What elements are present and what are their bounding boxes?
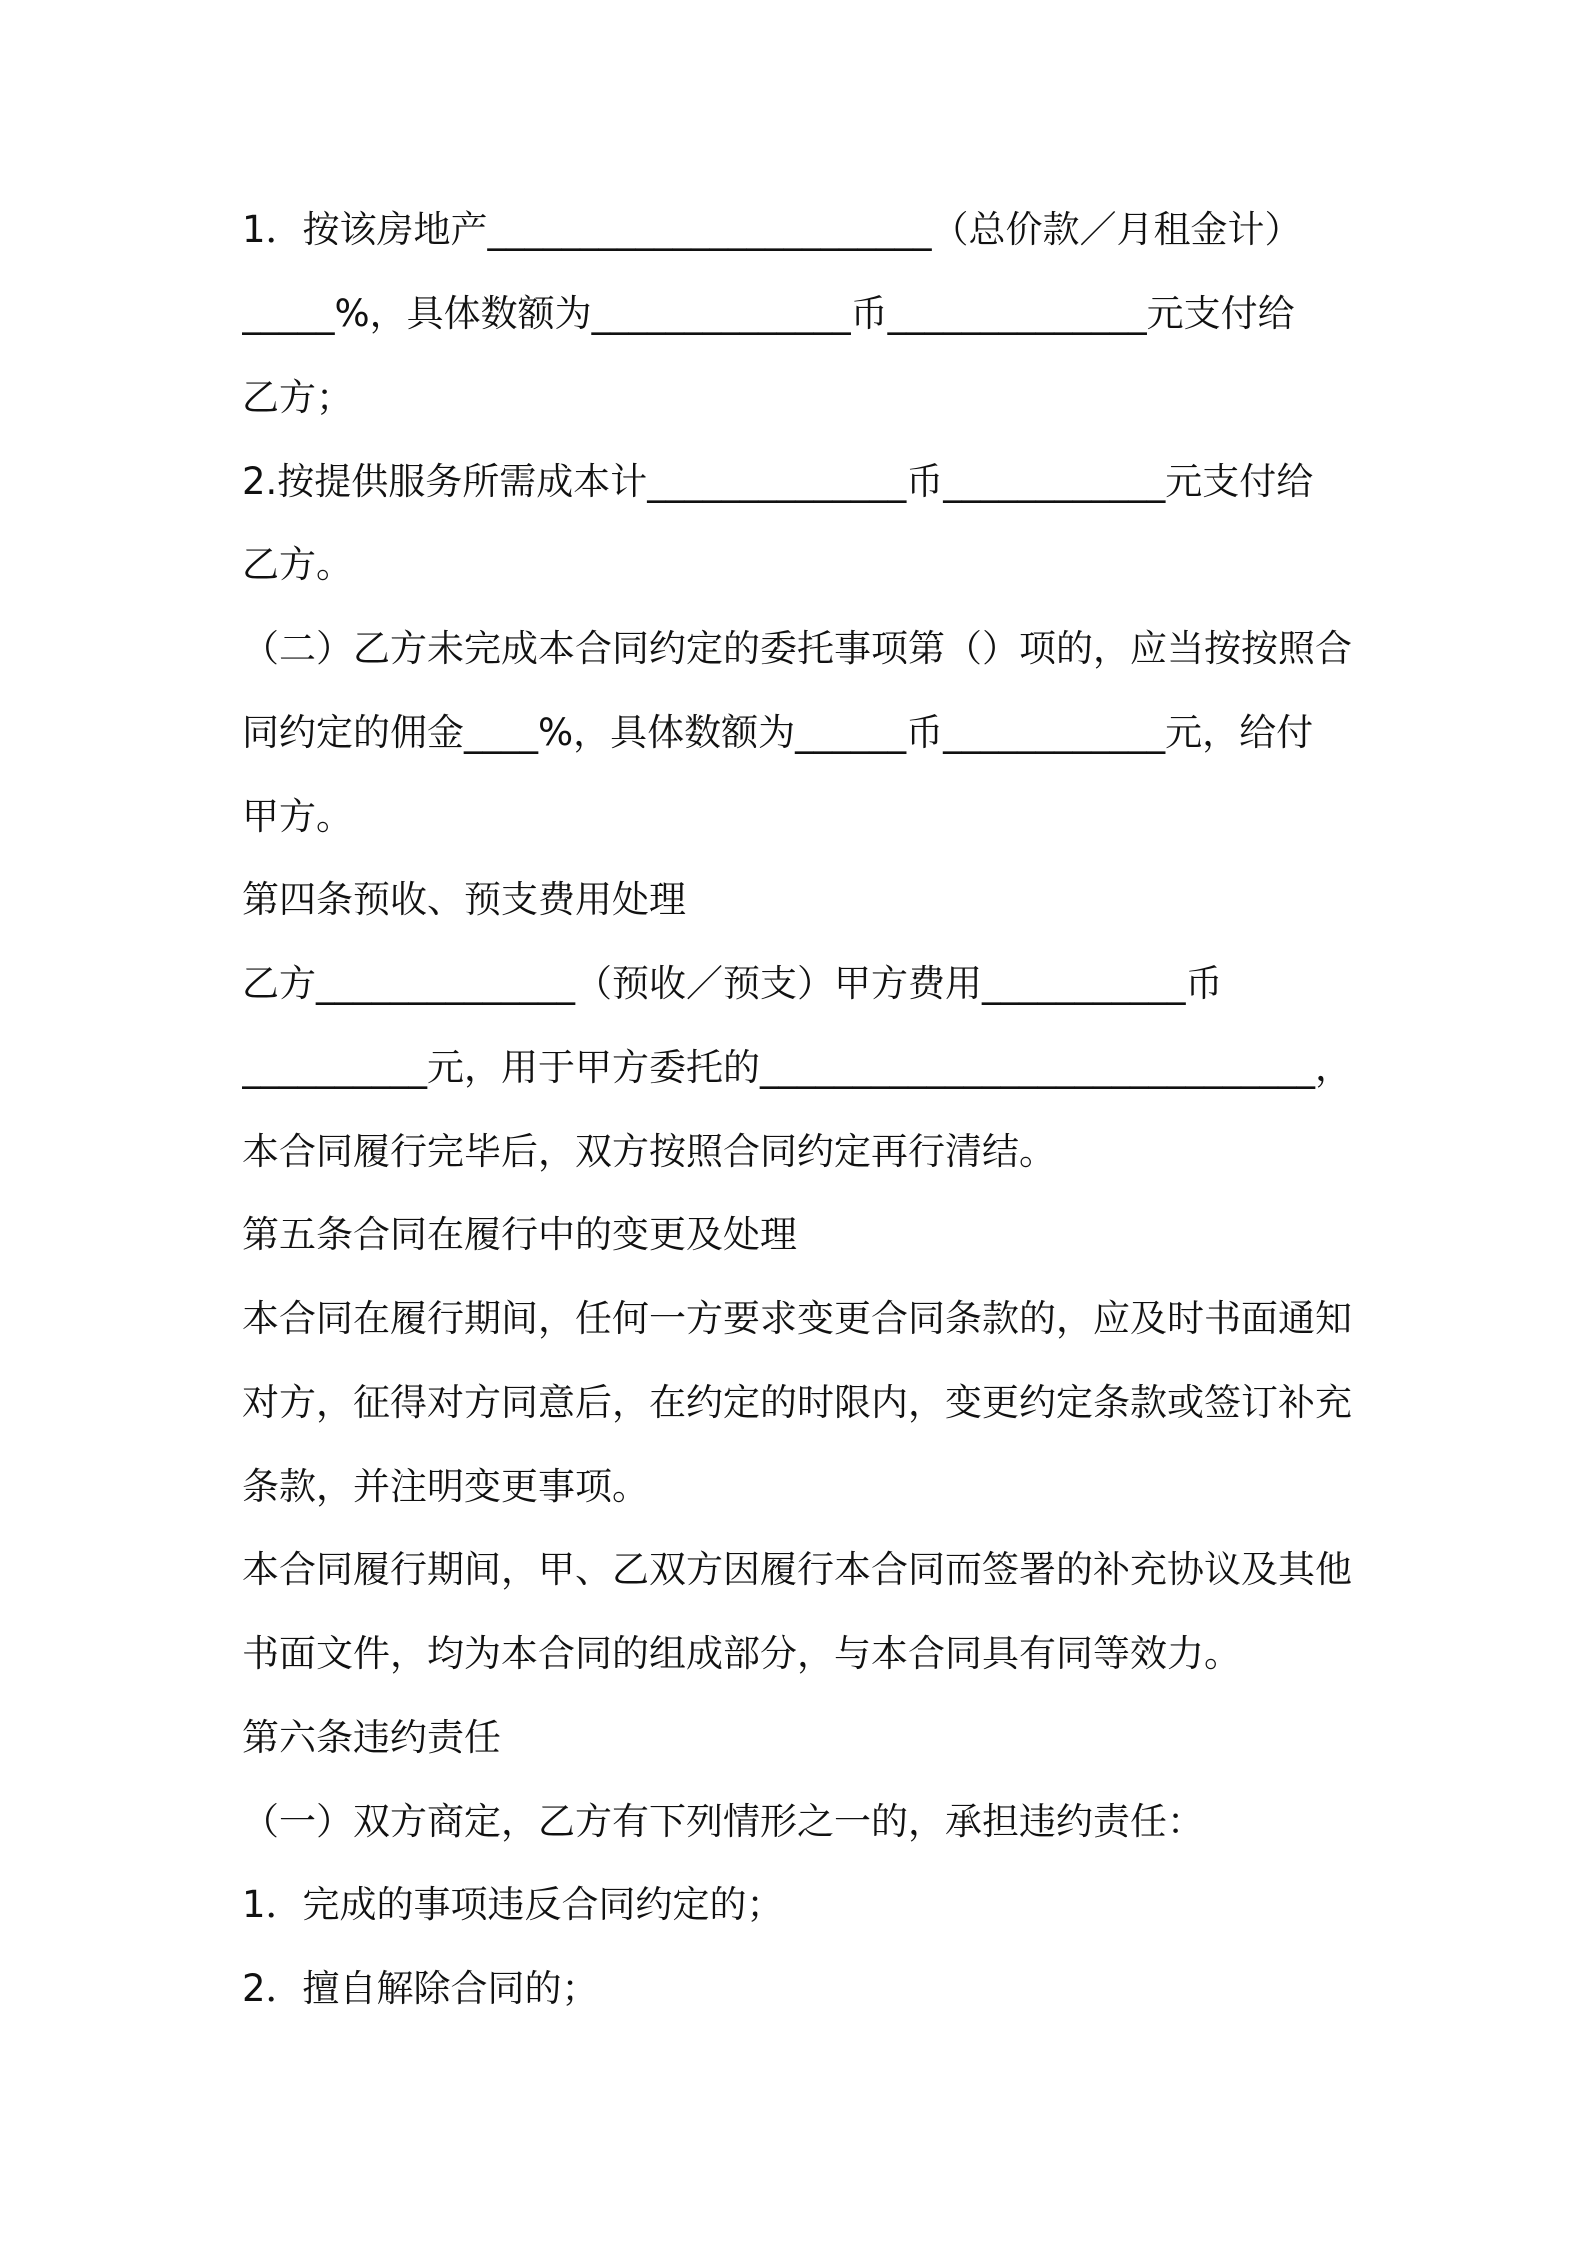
list-item: 1．完成的事项违反合同约定的； [242, 1883, 784, 1926]
text-line: __________元，用于甲方委托的______________________________， [242, 1046, 1352, 1089]
section-heading: 第六条违约责任 [242, 1716, 501, 1759]
text-line: 本合同履行完毕后，双方按照合同约定再行清结。 [242, 1130, 1056, 1173]
text-line: 书面文件，均为本合同的组成部分，与本合同具有同等效力。 [242, 1632, 1241, 1675]
text-line: 乙方； [242, 376, 353, 419]
text-line: 甲方。 [242, 795, 353, 838]
section-heading: 第五条合同在履行中的变更及处理 [242, 1213, 797, 1256]
text-line: 条款，并注明变更事项。 [242, 1465, 649, 1508]
text-line: （一）双方商定，乙方有下列情形之一的，承担违约责任： [242, 1800, 1204, 1843]
text-line: 本合同在履行期间，任何一方要求变更合同条款的，应及时书面通知 [242, 1297, 1352, 1340]
text-line: 本合同履行期间，甲、乙双方因履行本合同而签署的补充协议及其他 [242, 1548, 1352, 1591]
text-line: （二）乙方未完成本合同约定的委托事项第（）项的，应当按按照合 [242, 627, 1352, 670]
text-line: 乙方______________（预收／预支）甲方费用___________币 [242, 962, 1223, 1005]
text-line: _____%，具体数额为______________币______________元支付给 [242, 292, 1295, 335]
section-heading: 第四条预收、预支费用处理 [242, 878, 686, 921]
text-line: 对方，征得对方同意后，在约定的时限内，变更约定条款或签订补充 [242, 1381, 1352, 1424]
text-line: 1．按该房地产________________________（总价款／月租金计） [242, 208, 1302, 251]
text-line: 同约定的佣金____%，具体数额为______币____________元，给付 [242, 711, 1314, 754]
text-line: 乙方。 [242, 543, 353, 586]
text-line: 2.按提供服务所需成本计______________币____________元支付给 [242, 460, 1314, 503]
list-item: 2．擅自解除合同的； [242, 1967, 599, 2010]
